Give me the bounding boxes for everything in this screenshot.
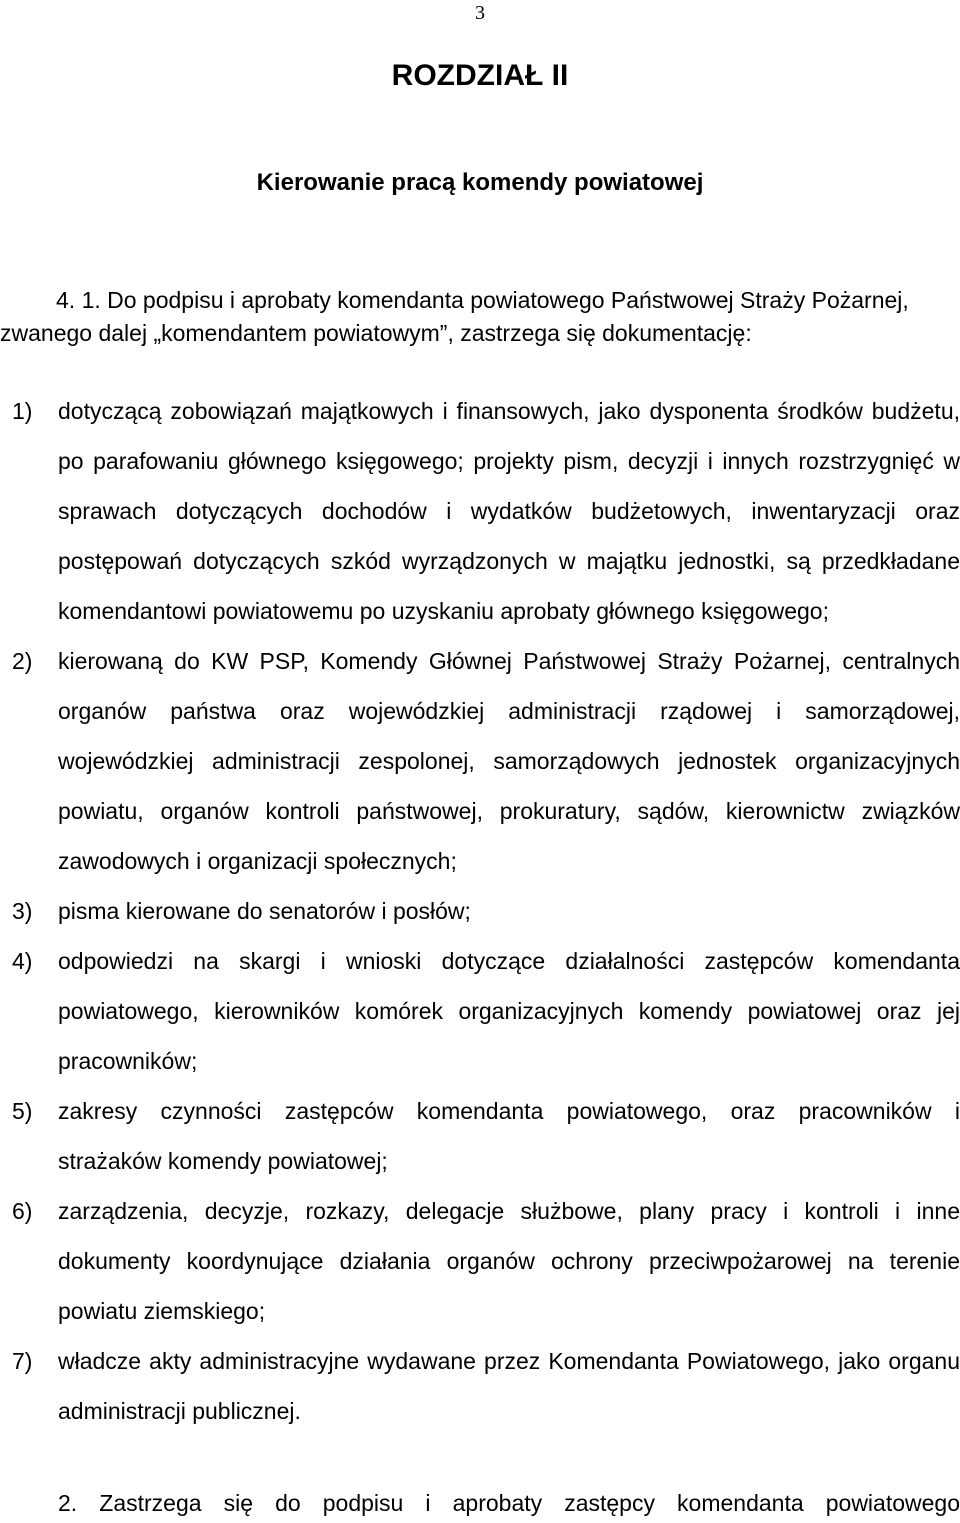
list-item-text — [58, 886, 960, 936]
page-number: 3 — [475, 2, 485, 24]
list-item — [0, 386, 960, 636]
list-item-number: 4) — [12, 948, 33, 974]
list-item-number: 7) — [12, 1348, 33, 1374]
list-item — [0, 1186, 960, 1336]
list-item-line: komendantowi powiatowemu po uzyskaniu aprobaty głównego księgowego; — [58, 598, 829, 624]
list-item-text — [58, 936, 960, 1086]
list-item-number: 1) — [12, 398, 33, 424]
list-item-number: 5) — [12, 1098, 33, 1124]
list-item-line: po parafowaniu głównego księgowego; projekty pism, decyzji i innych rozstrzygnięć w — [58, 448, 960, 474]
list-item-number: 2) — [12, 648, 33, 674]
list-item-text — [58, 386, 960, 636]
list-item-line: powiatowego, kierowników komórek organizacyjnych komendy powiatowej oraz jej — [58, 998, 960, 1024]
list-item-line: strażaków komendy powiatowej; — [58, 1148, 388, 1174]
list-item-text — [58, 1086, 960, 1186]
list-item-line: kierowaną do KW PSP, Komendy Głównej Państwowej Straży Pożarnej, centralnych — [58, 648, 960, 674]
paragraph-line: 2. Zastrzega się do podpisu i aprobaty zastępcy komendanta powiatowego — [58, 1490, 960, 1516]
list-item-number: 3) — [12, 898, 33, 924]
intro-line: zwanego dalej „komendantem powiatowym”, zastrzega się dokumentację: — [0, 320, 752, 346]
list-item — [0, 636, 960, 886]
paragraph-2 — [0, 1486, 960, 1520]
list-item-line: dotyczącą zobowiązań majątkowych i finansowych, jako dysponenta środków budżetu, — [58, 398, 960, 424]
list-item-line: postępowań dotyczących szkód wyrządzonych w majątku jednostki, są przedkładane — [58, 548, 960, 574]
list-item-line: organów państwa oraz wojewódzkiej administracji rządowej i samorządowej, — [58, 698, 960, 724]
list-item-line: sprawach dotyczących dochodów i wydatków budżetowych, inwentaryzacji oraz — [58, 498, 960, 524]
list-item-line: zarządzenia, decyzje, rozkazy, delegacje służbowe, plany pracy i kontroli i inne — [58, 1198, 960, 1224]
list-item-line: dokumenty koordynujące działania organów ochrony przeciwpożarowej na terenie — [58, 1248, 960, 1274]
list-item-line: wojewódzkiej administracji zespolonej, samorządowych jednostek organizacyjnych — [58, 748, 960, 774]
list-item-line: władcze akty administracyjne wydawane przez Komendanta Powiatowego, jako organu — [58, 1348, 960, 1374]
list-item-text — [58, 636, 960, 886]
list-item-line: powiatu, organów kontroli państwowej, prokuratury, sądów, kierownictw związków — [58, 798, 960, 824]
list-item-number: 6) — [12, 1198, 33, 1224]
chapter-subtitle: Kierowanie pracą komendy powiatowej — [256, 169, 704, 196]
list-item — [0, 936, 960, 1086]
list-item-line: pisma kierowane do senatorów i posłów; — [58, 898, 471, 924]
list-item — [0, 1336, 960, 1436]
list-item-text — [58, 1186, 960, 1336]
intro-line: 4. 1. Do podpisu i aprobaty komendanta powiatowego Państwowej Straży Pożarnej, — [56, 287, 909, 313]
list-item-line: odpowiedzi na skargi i wnioski dotyczące działalności zastępców komendanta — [58, 948, 960, 974]
list-item-line: zakresy czynności zastępców komendanta powiatowego, oraz pracowników i — [58, 1098, 960, 1124]
chapter-title: ROZDZIAŁ II — [391, 59, 569, 92]
enumerated-list — [0, 386, 960, 1436]
list-item-line: powiatu ziemskiego; — [58, 1298, 266, 1324]
intro-paragraph — [0, 284, 960, 350]
list-item — [0, 886, 960, 936]
list-item — [0, 1086, 960, 1186]
list-item-line: pracowników; — [58, 1048, 198, 1074]
list-item-text — [58, 1336, 960, 1436]
list-item-line: administracji publicznej. — [58, 1398, 301, 1424]
list-item-line: zawodowych i organizacji społecznych; — [58, 848, 457, 874]
